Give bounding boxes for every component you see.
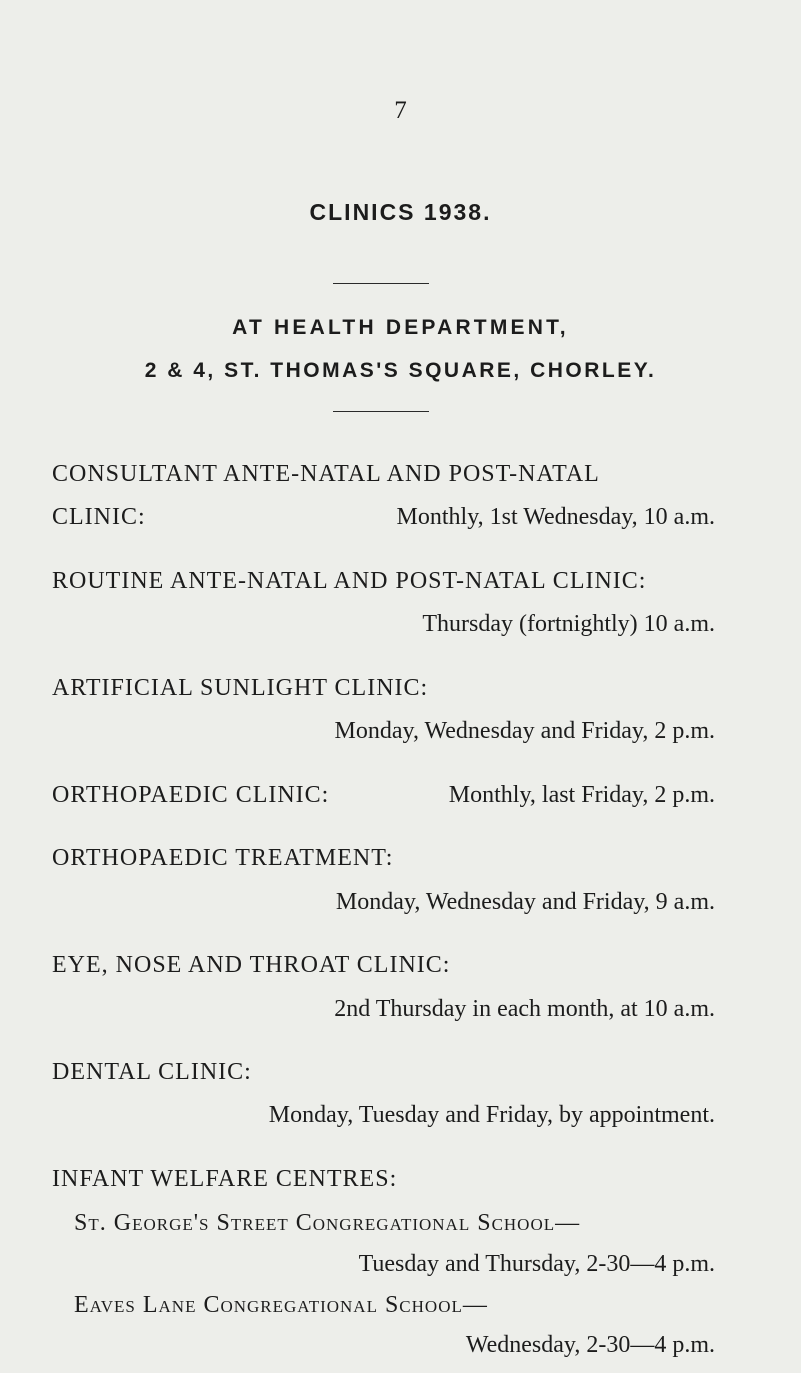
- divider-bottom: [333, 411, 429, 412]
- clinic-schedule: 2nd Thursday in each month, at 10 a.m.: [334, 996, 715, 1022]
- location-heading: AT HEALTH DEPARTMENT,: [232, 316, 569, 339]
- clinic-schedule: Thursday (fortnightly) 10 a.m.: [422, 611, 715, 637]
- clinic-schedule: Monthly, 1st Wednesday, 10 a.m.: [396, 504, 715, 530]
- clinic-name: ARTIFICIAL SUNLIGHT CLINIC:: [52, 675, 429, 701]
- centre-name: St. George's Street Congregational School—: [74, 1210, 581, 1236]
- clinic-name: ORTHOPAEDIC TREATMENT:: [52, 845, 394, 871]
- clinic-name: ORTHOPAEDIC CLINIC:: [52, 782, 330, 808]
- page-number: 7: [394, 97, 407, 124]
- clinic-name: ROUTINE ANTE-NATAL AND POST-NATAL CLINIC:: [52, 568, 647, 594]
- clinic-name: CONSULTANT ANTE-NATAL AND POST-NATAL: [52, 461, 600, 487]
- clinic-name: DENTAL CLINIC:: [52, 1059, 252, 1085]
- centre-name: Eaves Lane Congregational School—: [74, 1292, 488, 1318]
- infant-welfare-heading: INFANT WELFARE CENTRES:: [52, 1166, 398, 1192]
- divider-top: [333, 283, 429, 284]
- address-heading: 2 & 4, ST. THOMAS'S SQUARE, CHORLEY.: [144, 359, 657, 382]
- clinic-schedule: Monday, Tuesday and Friday, by appointment.: [268, 1102, 715, 1128]
- centre-schedule: Tuesday and Thursday, 2-30—4 p.m.: [358, 1251, 715, 1277]
- clinic-schedule: Monthly, last Friday, 2 p.m.: [448, 782, 715, 808]
- centre-schedule: Wednesday, 2-30—4 p.m.: [465, 1332, 715, 1358]
- clinic-name: EYE, NOSE AND THROAT CLINIC:: [52, 952, 451, 978]
- clinic-schedule: Monday, Wednesday and Friday, 9 a.m.: [335, 889, 715, 915]
- clinic-schedule: Monday, Wednesday and Friday, 2 p.m.: [334, 718, 715, 744]
- page-title: CLINICS 1938.: [309, 199, 492, 225]
- clinic-name: CLINIC:: [52, 504, 146, 530]
